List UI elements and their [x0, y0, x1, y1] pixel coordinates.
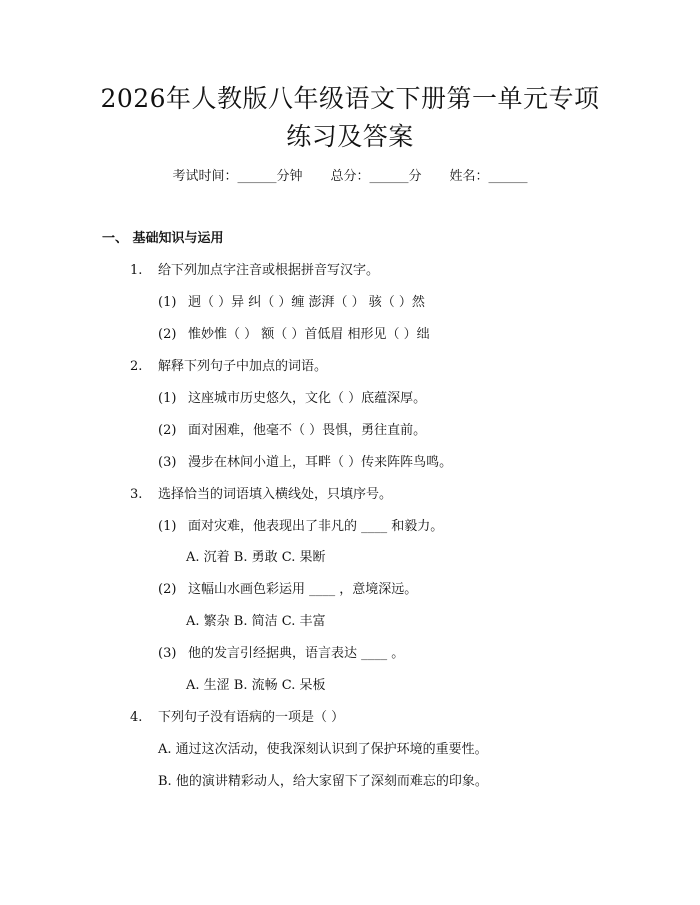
student-name: 姓名：______	[449, 169, 528, 184]
sub-text: 面对困难，他毫不（ ）畏惧，勇往直前。	[188, 423, 427, 438]
question-text: 解释下列句子中加点的词语。	[158, 359, 328, 374]
exam-time: 考试时间：______分钟	[172, 169, 303, 184]
question-number: 3.	[130, 487, 143, 502]
exam-score: 总分：______分	[330, 169, 422, 184]
sub-text: 迥（ ）异 纠（ ）缠 澎湃（ ） 骇（ ）然	[188, 295, 425, 310]
sub-text: 惟妙惟（ ） 额（ ）首低眉 相形见（ ）绌	[188, 327, 430, 342]
question-4-option-a: A. 通过这次活动，使我深刻认识到了保护环境的重要性。	[158, 742, 488, 757]
sub-label: (1)	[158, 519, 177, 534]
question-2-sub-3	[158, 456, 452, 469]
sub-text: 漫步在林间小道上，耳畔（ ）传来阵阵鸟鸣。	[188, 455, 453, 470]
question-2	[130, 360, 327, 373]
question-1-sub-1	[158, 296, 425, 309]
question-text: 下列句子没有语病的一项是（ ）	[158, 710, 345, 725]
document-title-line2: 练习及答案	[286, 122, 414, 151]
question-3-sub-1-options: A. 沉着 B. 勇敢 C. 果断	[186, 550, 326, 565]
question-3-sub-2-options: A. 繁杂 B. 简洁 C. 丰富	[186, 614, 326, 629]
question-3-sub-2	[158, 583, 417, 596]
question-2-sub-1	[158, 392, 426, 405]
exam-meta	[0, 170, 700, 183]
sub-text: 面对灾难，他表现出了非凡的 ____ 和毅力。	[188, 519, 444, 534]
question-4	[130, 711, 344, 724]
question-3-sub-3-options: A. 生涩 B. 流畅 C. 呆板	[186, 678, 326, 693]
document-title-line1: 2026年人教版八年级语文下册第一单元专项	[100, 84, 600, 113]
question-3	[130, 488, 392, 501]
sub-label: (1)	[158, 391, 177, 406]
sub-label: (3)	[158, 455, 177, 470]
sub-text: 他的发言引经据典，语言表达 ____ 。	[188, 646, 405, 661]
question-text: 选择恰当的词语填入横线处，只填序号。	[158, 487, 393, 502]
question-text: 给下列加点字注音或根据拼音写汉字。	[158, 263, 380, 278]
question-number: 4.	[130, 710, 143, 725]
sub-label: (1)	[158, 295, 177, 310]
question-3-sub-1	[158, 520, 443, 533]
question-1-sub-2	[158, 328, 430, 341]
section-heading: 一、 基础知识与运用	[102, 231, 224, 246]
question-1	[130, 264, 379, 277]
sub-text: 这幅山水画色彩运用 ____ ，意境深远。	[188, 582, 418, 597]
question-number: 2.	[130, 359, 143, 374]
sub-text: 这座城市历史悠久，文化（ ）底蕴深厚。	[188, 391, 427, 406]
question-4-option-b: B. 他的演讲精彩动人，给大家留下了深刻而难忘的印象。	[158, 774, 488, 789]
sub-label: (3)	[158, 646, 177, 661]
question-2-sub-2	[158, 424, 426, 437]
question-3-sub-3	[158, 647, 404, 660]
sub-label: (2)	[158, 327, 177, 342]
sub-label: (2)	[158, 582, 177, 597]
sub-label: (2)	[158, 423, 177, 438]
question-number: 1.	[130, 263, 143, 278]
